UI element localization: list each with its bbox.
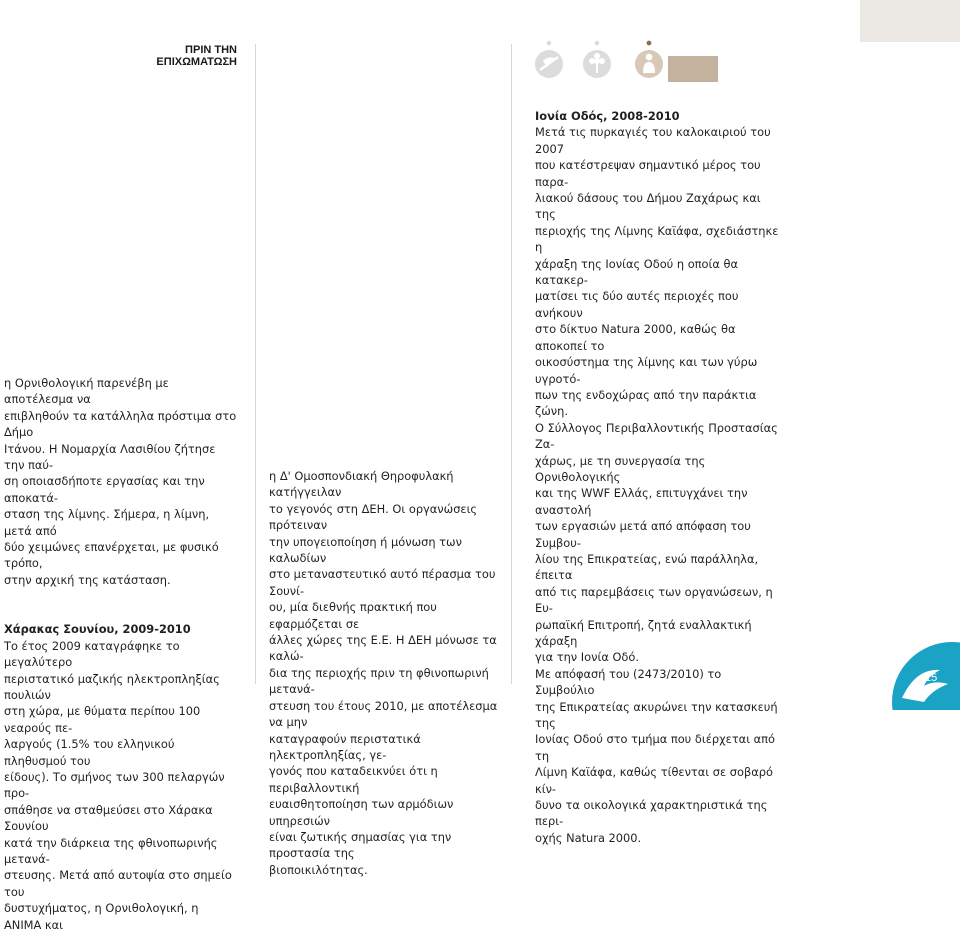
section-heading: Ιονία Οδός, 2008-2010 [535,109,680,123]
paragraph: Το έτος 2009 καταγράφηκε το μεγαλύτερο περιστατικό μαζικής ηλεκτροπληξίας πουλιών στη χώρα, με θύματα περίπου 100 νεαρούς πε- λαργούς (1.5% του ελληνικού πληθυσμού του είδους). Το σμήνος των 300 πελαργών προ- σπάθησε να σταθμεύσει στο Χάρακα Σουνίου κατά την διάρκεια της φθινοπωρινής μετανά- στευσης. Μετά από αυτοψία στο σημείο του δυστυχήματος, η Ορνιθολογική, η ANIMA και [4,638,232,932]
bird-icon [527,37,571,81]
flower-icon [575,37,619,81]
paragraph: η Ορνιθολογική παρενέβη με αποτέλεσμα να επιβληθούν τα κατάλληλα πρόστιμα στο Δήμο Ιτάνου. Η Νομαρχία Λασιθίου ζήτησε την παύ- ση οποιασδήποτε εργασίας και την αποκατά- σταση της λίμνης. Σήμερα, η λίμνη, μετά από δύο χειμώνες επανέρχεται, με φυσικό τρόπο, στην αρχική της κατάσταση. [4,376,237,587]
section-label: ΠΡΙΝ ΤΗΝ ΕΠΙΧΩΜΑΤΩΣΗ [156,44,237,68]
paragraph: η Δ' Ομοσπονδιακή Θηροφυλακή κατήγγειλαν το γεγονός στη ΔΕΗ. Οι οργανώσεις πρότειναν την υπογειοποίηση ή μόνωση των καλωδίων στο μεταναστευτικό αυτό πέρασμα του Σουνί- ου, μία διεθνής πρακτική που εφαρμόζεται σε άλλες χώρες της Ε.Ε. Η ΔΕΗ μόνωσε τα καλώ- δια της περιοχής πριν τη φθινοπωρινή μετανά- στευση του έτους 2010, με αποτέλεσμα να μην καταγραφούν περιστατικά ηλεκτροπληξίας, γε- γονός που καταδεικνύει ότι η περιβαλλοντική ευαισθητοποίηση των αρμόδιων υπηρεσιών είναι ζωτικής σημασίας για την προστασία της βιοποικιλότητας. [269,469,498,877]
text-column-2 [269,468,505,878]
page-number: 15 [925,672,938,684]
person-icon [627,37,671,81]
corner-decoration [860,0,960,42]
text-column-1 [4,375,239,933]
column-divider [255,44,256,684]
column-divider [511,44,512,684]
text-column-3 [535,108,780,846]
paragraph: Με απόφασή του (2473/2010) το Συμβούλιο της Επικρατείας ακυρώνει την κατασκευή της Ιονίας Οδού στο τμήμα που διέρχεται από τη Λίμνη Καϊάφα, καθώς τίθενται σε σοβαρό κίν- δυνο τα οικολογικά χαρακτηριστικά της περι- οχής Natura 2000. [535,666,778,845]
paragraph: Ο Σύλλογος Περιβαλλοντικής Προστασίας Ζα- χάρως, με τη συνεργασία της Ορνιθολογικής και της WWF Ελλάς, επιτυγχάνει την αναστολή των εργασιών μετά από απόφαση του Συμβου- λίου της Επικρατείας, ενώ παράλληλα, έπειτα από τις παρεμβάσεις των οργανώσεων, η Ευ- ρωπαϊκή Επιτροπή, ζητά εναλλακτική χάραξη για την Ιονία Οδό. [535,420,778,665]
icon-highlight-bar [668,56,718,82]
section-heading: Χάρακας Σουνίου, 2009-2010 [4,622,191,637]
paragraph: Μετά τις πυρκαγιές του καλοκαιριού του 2007 που κατέστρεψαν σημαντικό μέρος του παρα- λιακού δάσους του Δήμου Ζαχάρως και της περιοχής της Λίμνης Καϊάφα, σχεδιάστηκε η χάραξη της Ιονίας Οδού η οποία θα κατακερ- ματίσει τις δύο αυτές περιοχές που ανήκουν στο δίκτυο Natura 2000, καθώς θα αποκοπεί το οικοσύστημα της λίμνης και των γύρω υγροτό- πων της ενδοχώρας από την παράκτια ζώνη. [535,125,779,419]
